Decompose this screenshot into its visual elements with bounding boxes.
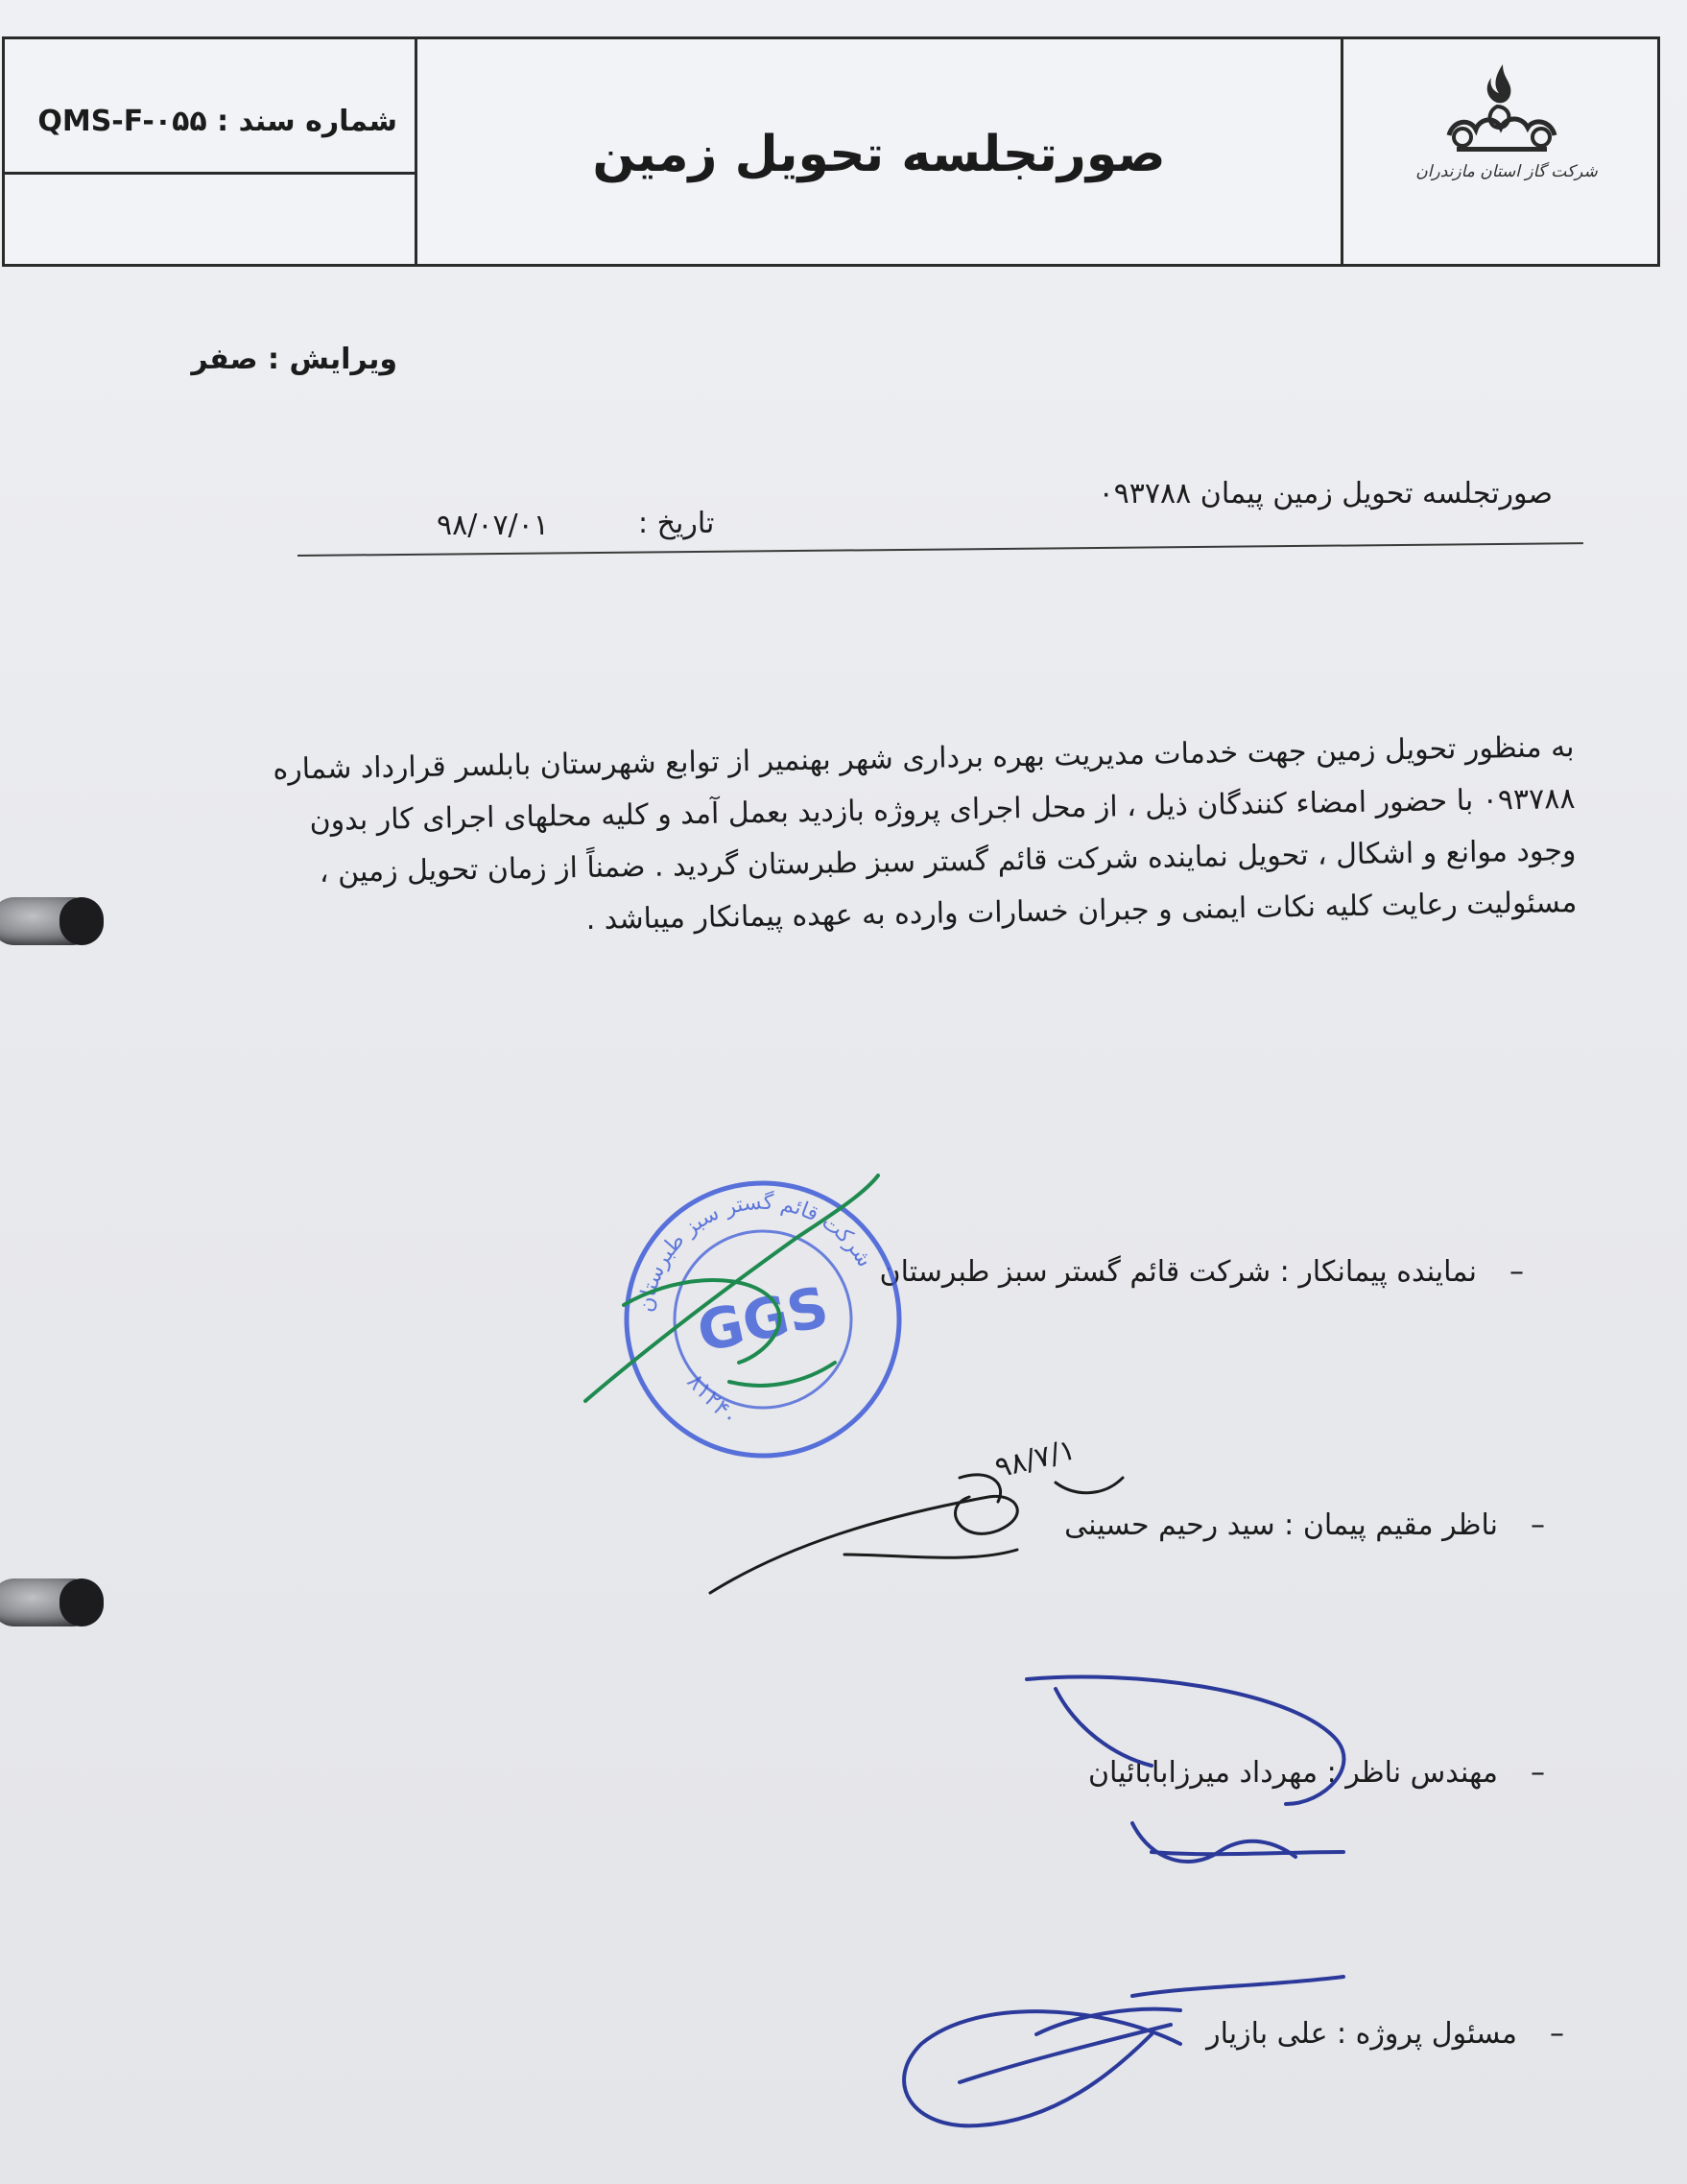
body-line: مسئولیت رعایت کلیه نکات ایمنی و جبران خسارات وارده به عهده پیمانکار میباشد . <box>585 885 1578 937</box>
doc-number-row <box>5 39 415 175</box>
signatory-project-manager <box>1206 2017 1564 2051</box>
document-number: شماره سند : QMS-F-۰۵۵ <box>37 105 397 138</box>
body-paragraph <box>125 722 1578 954</box>
body-line: به منظور تحویل زمین جهت خدمات مدیریت بهره برداری شهر بهنمیر از توابع شهرستان بابلسر قرارداد شماره <box>273 729 1575 787</box>
project-manager-signature <box>904 1977 1343 2125</box>
revision-row <box>5 172 415 376</box>
header-meta-cell <box>5 39 417 376</box>
stamp-text: شرکت قائم گستر سبز طبرستان <box>634 1190 877 1314</box>
date-value: ۹۸/۰۷/۰۱ <box>437 509 549 542</box>
list-dash: – <box>1550 2017 1564 2051</box>
signatory-label: نماینده پیمانکار : شرکت قائم گستر سبز طبرستان <box>879 1255 1477 1289</box>
list-dash: – <box>1531 1508 1545 1542</box>
body-line: ۰۹۳۷۸۸ با حضور امضاء کنندگان ذیل ، از محل اجرای پروژه بازدید بعمل آمد و کلیه محلهای اجرای کار بدون <box>309 781 1576 839</box>
date-label: تاریخ : <box>638 507 715 540</box>
signatory-label: مهندس ناظر : مهرداد میرزابابائیان <box>1087 1756 1498 1790</box>
subject-underline <box>297 542 1583 557</box>
body-line: وجود موانع و اشکال ، تحویل نماینده شرکت قائم گستر سبز طبرستان گردید . ضمناً از زمان تحویل زمین ، <box>319 833 1577 890</box>
company-name: شرکت گاز استان مازندران <box>1415 162 1598 181</box>
signatory-contractor <box>880 1255 1524 1289</box>
contractor-signature <box>585 1175 878 1401</box>
stamp-initials: GGS <box>691 1273 835 1365</box>
document-header <box>2 36 1660 376</box>
signatory-label: ناظر مقیم پیمان : سید رحیم حسینی <box>1064 1508 1498 1542</box>
list-dash: – <box>1531 1756 1545 1790</box>
list-dash: – <box>1509 1255 1524 1289</box>
binder-hole-icon <box>59 897 104 945</box>
handwritten-date: ۹۸/۷/۱ <box>991 1433 1080 1485</box>
header-logo-cell <box>1343 39 1657 264</box>
binder-hole-icon <box>59 1579 104 1626</box>
signatory-supervising-engineer <box>1088 1756 1545 1790</box>
page-title: صورتجلسه تحویل زمین <box>592 126 1166 183</box>
gas-company-logo-icon <box>1439 60 1564 166</box>
subject-line: صورتجلسه تحویل زمین پیمان ۰۹۳۷۸۸ <box>1098 477 1553 510</box>
signatory-label: مسئول پروژه : علی بازیار <box>1206 2017 1517 2051</box>
signatory-resident-supervisor <box>1064 1508 1545 1542</box>
svg-text:شرکت قائم گستر سبز طبرستان <box>615 1168 878 1318</box>
stamp-number: ۸۱۲۴۰ <box>681 1367 745 1432</box>
company-stamp <box>602 1158 925 1482</box>
revision-label: ویرایش : صفر <box>191 343 397 376</box>
header-title-cell <box>417 39 1343 264</box>
resident-supervisor-signature <box>710 1475 1123 1593</box>
